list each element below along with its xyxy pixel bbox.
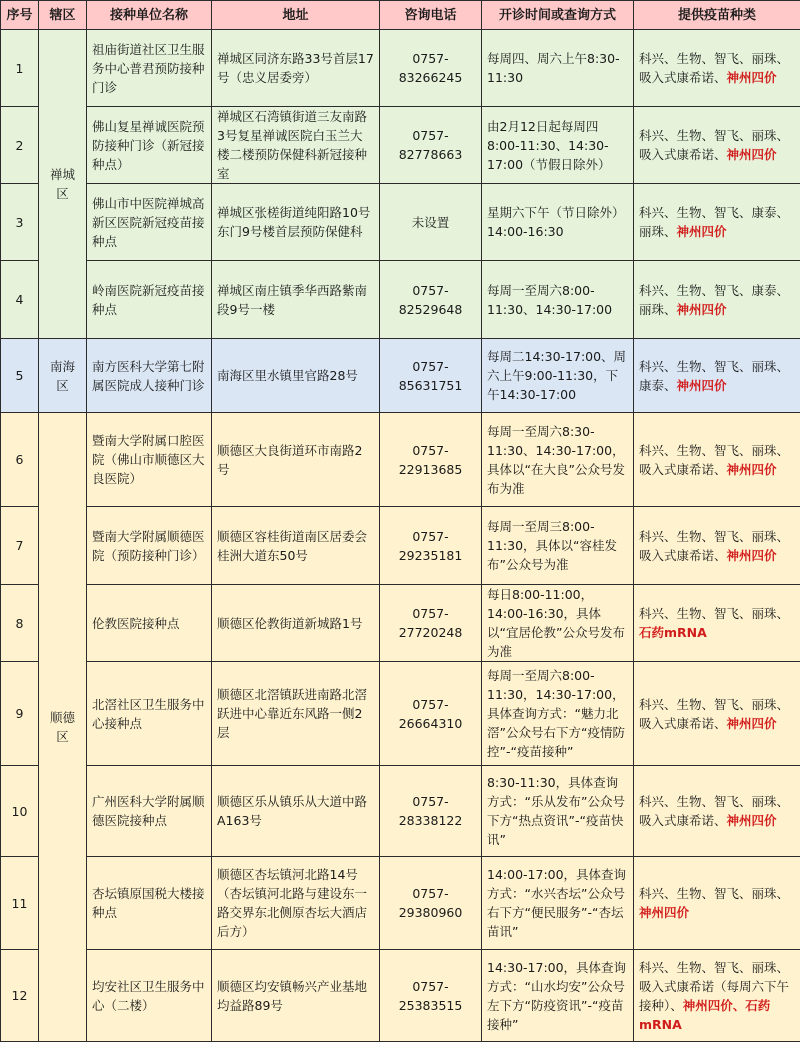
row-number: 3 xyxy=(1,184,39,261)
row-number: 4 xyxy=(1,261,39,339)
header-no: 序号 xyxy=(1,1,39,30)
site-vaccines xyxy=(634,766,800,857)
site-name: 暨南大学附属口腔医院（佛山市顺德区大良医院） xyxy=(87,413,212,507)
table-row xyxy=(1,585,800,662)
site-vaccines xyxy=(634,662,800,766)
row-number: 12 xyxy=(1,950,39,1042)
vaccines-highlight: 神州四价 xyxy=(676,301,727,317)
site-address: 顺德区大良街道环市南路2号 xyxy=(212,413,380,507)
site-vaccines xyxy=(634,339,800,413)
header-row xyxy=(1,1,800,30)
site-vaccines xyxy=(634,950,800,1042)
vaccines-highlight: 神州四价 xyxy=(726,147,777,162)
row-number: 7 xyxy=(1,507,39,585)
site-phone: 未设置 xyxy=(380,184,482,261)
site-address: 禅城区南庄镇季华西路紫南段9号一楼 xyxy=(212,261,380,339)
site-vaccines xyxy=(634,507,800,585)
header-district: 辖区 xyxy=(39,1,87,30)
site-vaccines xyxy=(634,184,800,261)
site-name: 广州医科大学附属顺德医院接种点 xyxy=(87,766,212,857)
vaccines-list: 科兴、生物、智飞、康泰、丽珠、 xyxy=(639,282,790,317)
row-number: 1 xyxy=(1,30,39,107)
site-address: 顺德区容桂街道南区居委会桂洲大道东50号 xyxy=(212,507,380,585)
site-address: 顺德区均安镇畅兴产业基地均益路89号 xyxy=(212,950,380,1042)
table-row xyxy=(1,184,800,261)
table-row xyxy=(1,30,800,107)
site-phone: 0757-25383515 xyxy=(380,950,482,1042)
site-address: 顺德区伦教街道新城路1号 xyxy=(212,585,380,662)
site-name: 佛山市中医院禅城高新区医院新冠疫苗接种点 xyxy=(87,184,212,261)
site-address: 禅城区张槎街道纯阳路10号东门9号楼首层预防保健科 xyxy=(212,184,380,261)
site-phone: 0757-26664310 xyxy=(380,662,482,766)
vaccines-list: 科兴、生物、智飞、丽珠、吸入式康希诺、 xyxy=(639,442,790,477)
header-vaccines: 提供疫苗种类 xyxy=(634,1,800,30)
vaccines-highlight: 神州四价 xyxy=(726,547,777,563)
site-hours: 14:00-17:00，具体查询方式：“水兴杏坛”公众号右下方“便民服务”-“杏坛苗讯” xyxy=(482,857,634,950)
site-name: 祖庙街道社区卫生服务中心普君预防接种门诊 xyxy=(87,30,212,107)
site-name: 北滘社区卫生服务中心接种点 xyxy=(87,662,212,766)
header-phone: 咨询电话 xyxy=(380,1,482,30)
site-hours: 每日8:00-11:00，14:00-16:30，具体以“宜居伦教”公众号发布为准 xyxy=(482,585,634,662)
site-hours: 每周二14:30-17:00、周六上午9:00-11:30，下午14:30-17:00 xyxy=(482,339,634,413)
site-hours: 星期六下午（节日除外）14:00-16:30 xyxy=(482,184,634,261)
district-cell: 南海区 xyxy=(39,339,87,413)
vaccines-highlight: 神州四价 xyxy=(726,813,777,828)
vaccines-highlight: 神州四价 xyxy=(726,70,777,85)
site-hours: 每周一至周六8:30-11:30、14:30-17:00，具体以“在大良”公众号发布为准 xyxy=(482,413,634,507)
site-address: 顺德区乐从镇乐从大道中路A163号 xyxy=(212,766,380,857)
site-phone: 0757-29380960 xyxy=(380,857,482,950)
district-cell: 顺德区 xyxy=(39,413,87,1042)
table-row xyxy=(1,662,800,766)
header-name: 接种单位名称 xyxy=(87,1,212,30)
site-hours: 每周一至周六8:00-11:30，14:30-17:00，具体查询方式：“魅力北滘”公众号右下方“疫情防控”-“疫苗接种” xyxy=(482,662,634,766)
site-phone: 0757-85631751 xyxy=(380,339,482,413)
site-name: 均安社区卫生服务中心（二楼） xyxy=(87,950,212,1042)
row-number: 10 xyxy=(1,766,39,857)
vaccines-highlight: 神州四价 xyxy=(726,461,777,477)
site-phone: 0757-82778663 xyxy=(380,107,482,184)
site-vaccines xyxy=(634,261,800,339)
site-vaccines xyxy=(634,30,800,107)
site-name: 暨南大学附属顺德医院（预防接种门诊） xyxy=(87,507,212,585)
vaccines-list: 科兴、生物、智飞、丽珠、吸入式康希诺、 xyxy=(639,528,790,563)
vaccines-list: 科兴、生物、智飞、康泰、丽珠、 xyxy=(639,205,790,239)
vaccines-highlight: 神州四价、石药mRNA xyxy=(639,997,771,1032)
site-phone: 0757-22913685 xyxy=(380,413,482,507)
vaccines-list: 科兴、生物、智飞、丽珠、吸入式康希诺、 xyxy=(639,128,790,162)
site-phone: 0757-83266245 xyxy=(380,30,482,107)
vaccines-highlight: 神州四价 xyxy=(676,377,727,393)
row-number: 9 xyxy=(1,662,39,766)
site-vaccines xyxy=(634,585,800,662)
vaccines-list: 科兴、生物、智飞、丽珠、吸入式康希诺、 xyxy=(639,696,790,731)
site-hours: 8:30-11:30，具体查询方式：“乐从发布”公众号下方“热点资讯”-“疫苗快讯” xyxy=(482,766,634,857)
site-hours: 每周四、周六上午8:30-11:30 xyxy=(482,30,634,107)
row-number: 2 xyxy=(1,107,39,184)
site-address: 顺德区杏坛镇河北路14号（杏坛镇河北路与建设东一路交界东北侧原杏坛大酒店后方） xyxy=(212,857,380,950)
row-number: 11 xyxy=(1,857,39,950)
site-hours: 14:30-17:00，具体查询方式：“山水均安”公众号左下方“防疫资讯”-“疫苗接种” xyxy=(482,950,634,1042)
site-vaccines xyxy=(634,413,800,507)
site-phone: 0757-82529648 xyxy=(380,261,482,339)
table-row xyxy=(1,950,800,1042)
site-name: 佛山复星禅诚医院预防接种门诊（新冠接种点） xyxy=(87,107,212,184)
site-phone: 0757-27720248 xyxy=(380,585,482,662)
table-row xyxy=(1,413,800,507)
table-row xyxy=(1,507,800,585)
table-row xyxy=(1,261,800,339)
site-name: 伦教医院接种点 xyxy=(87,585,212,662)
vaccines-list: 科兴、生物、智飞、丽珠、吸入式康希诺、 xyxy=(639,794,790,828)
table-row xyxy=(1,107,800,184)
site-vaccines xyxy=(634,857,800,950)
site-hours: 每周一至周三8:00-11:30，具体以“容桂发布”公众号为准 xyxy=(482,507,634,585)
vaccines-list: 科兴、生物、智飞、丽珠、吸入式康希诺、 xyxy=(639,51,790,85)
site-address: 禅城区同济东路33号首层17号（忠义居委旁） xyxy=(212,30,380,107)
row-number: 8 xyxy=(1,585,39,662)
site-address: 顺德区北滘镇跃进南路北滘跃进中心靠近东风路一侧2层 xyxy=(212,662,380,766)
vaccines-list: 科兴、生物、智飞、丽珠、康泰、 xyxy=(639,358,790,393)
row-number: 6 xyxy=(1,413,39,507)
vaccines-highlight: 神州四价 xyxy=(639,905,690,920)
site-name: 杏坛镇原国税大楼接种点 xyxy=(87,857,212,950)
site-address: 南海区里水镇里官路28号 xyxy=(212,339,380,413)
vaccines-highlight: 神州四价 xyxy=(726,715,777,731)
vaccines-list: 科兴、生物、智飞、丽珠、吸入式康希诺（每周六下午接种）、 xyxy=(639,959,790,1013)
site-name: 岭南医院新冠疫苗接种点 xyxy=(87,261,212,339)
vaccines-list: 科兴、生物、智飞、丽珠、 xyxy=(639,886,790,901)
table-row xyxy=(1,857,800,950)
site-phone: 0757-28338122 xyxy=(380,766,482,857)
site-name: 南方医科大学第七附属医院成人接种门诊 xyxy=(87,339,212,413)
table-row xyxy=(1,766,800,857)
site-phone: 0757-29235181 xyxy=(380,507,482,585)
site-hours: 由2月12日起每周四8:00-11:30、14:30-17:00（节假日除外） xyxy=(482,107,634,184)
header-address: 地址 xyxy=(212,1,380,30)
district-cell: 禅城区 xyxy=(39,30,87,339)
vaccines-highlight: 石药mRNA xyxy=(639,625,707,640)
row-number: 5 xyxy=(1,339,39,413)
vaccines-highlight: 神州四价 xyxy=(676,224,727,239)
vaccines-list: 科兴、生物、智飞、丽珠、 xyxy=(639,606,790,621)
site-address: 禅城区石湾镇街道三友南路3号复星禅诚医院白玉兰大楼二楼预防保健科新冠接种室 xyxy=(212,107,380,184)
header-hours: 开诊时间或查询方式 xyxy=(482,1,634,30)
table-row xyxy=(1,339,800,413)
site-hours: 每周一至周六8:00-11:30、14:30-17:00 xyxy=(482,261,634,339)
site-vaccines xyxy=(634,107,800,184)
